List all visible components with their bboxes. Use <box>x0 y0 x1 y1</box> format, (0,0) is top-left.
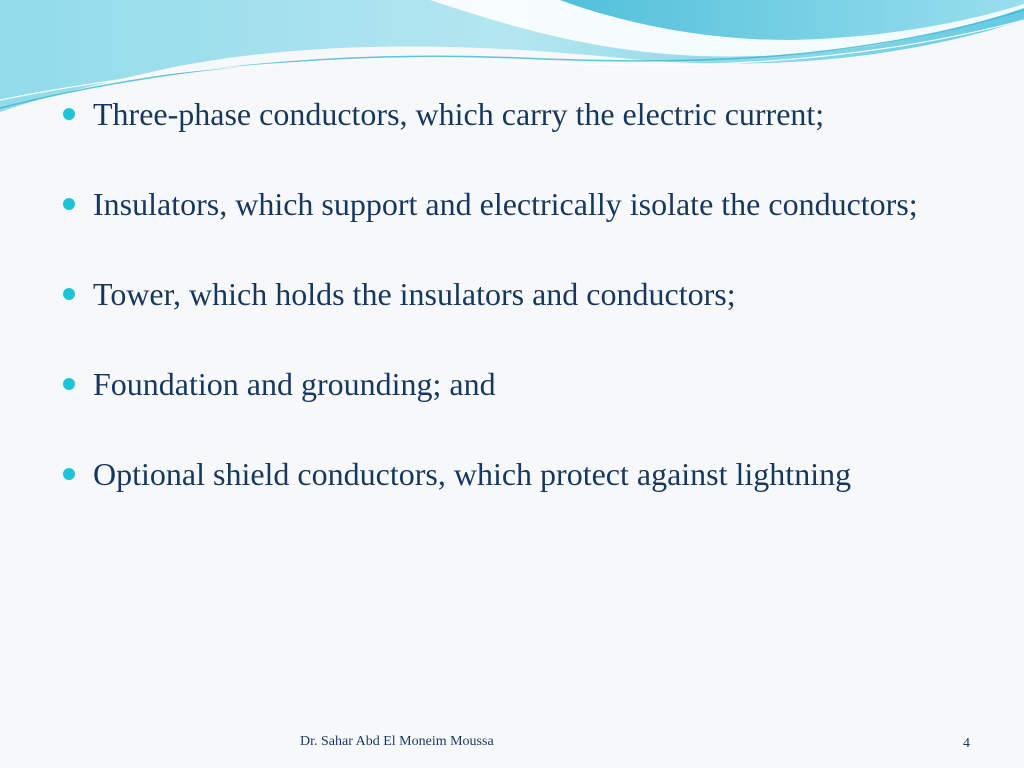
bullet-item <box>62 456 962 492</box>
bullet-list <box>62 96 962 546</box>
bullet-icon <box>63 288 75 300</box>
footer-author: Dr. Sahar Abd El Moneim Moussa <box>300 734 494 749</box>
bullet-text: Foundation and grounding; and <box>93 366 496 402</box>
bullet-item <box>62 366 962 402</box>
bullet-text: Three-phase conductors, which carry the electric current; <box>93 96 825 132</box>
bullet-text: Optional shield conductors, which protect against lightning <box>93 456 852 492</box>
page-number: 4 <box>963 736 970 751</box>
bullet-item <box>62 186 962 222</box>
bullet-icon <box>63 198 75 210</box>
bullet-icon <box>63 468 75 480</box>
bullet-item <box>62 276 962 312</box>
bullet-text: Insulators, which support and electrically isolate the conductors; <box>93 186 918 222</box>
bullet-icon <box>63 378 75 390</box>
bullet-text: Tower, which holds the insulators and conductors; <box>93 276 736 312</box>
bullet-item <box>62 96 962 132</box>
bullet-icon <box>63 108 75 120</box>
